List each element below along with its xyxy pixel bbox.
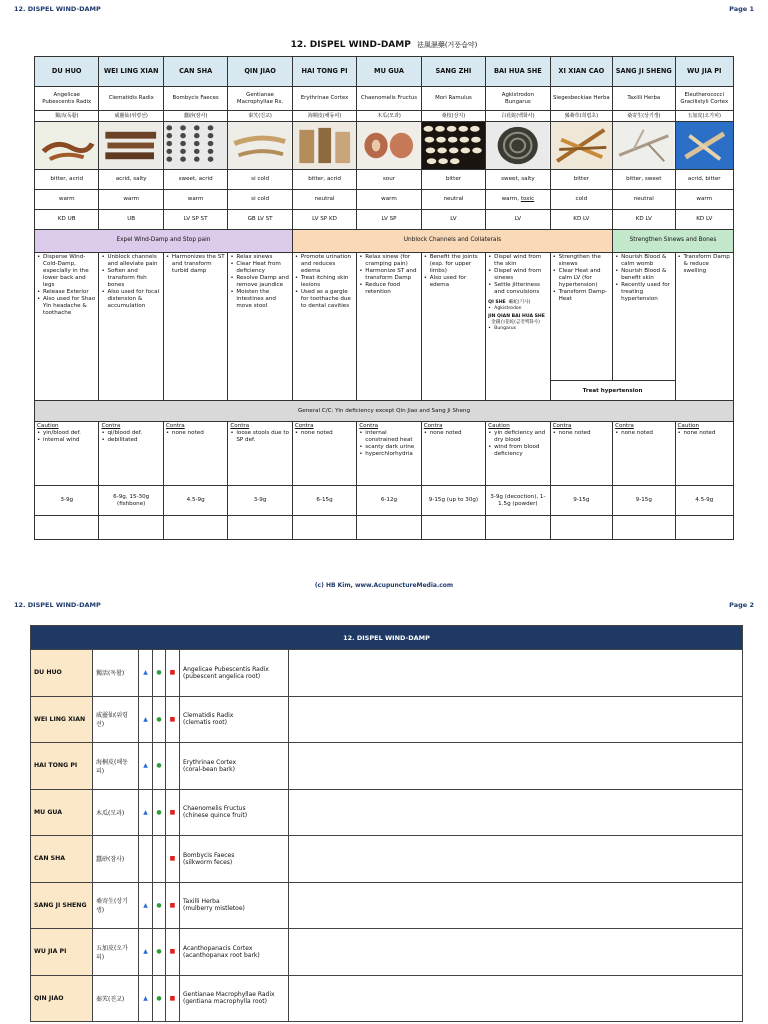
page2-header (0, 596, 768, 614)
common-name: (silkworm feces) (183, 858, 233, 866)
herb-latin: Clematidis Radix (99, 87, 163, 111)
circle-marker: ● (153, 975, 166, 1022)
caution-label: Contra (165, 423, 185, 429)
common-name: (acanthopanax root bark) (183, 951, 260, 959)
herb-korean: 白花蛇(백화사) (486, 111, 550, 122)
index-herb-korean: 五加皮(오가피) (93, 929, 139, 976)
notes-cell (289, 650, 743, 697)
common-name: (gentiana macrophylla root) (183, 998, 268, 1006)
herb-name: BAI HUA SHE (486, 57, 550, 87)
empty-cell (613, 516, 675, 540)
herb-caution (675, 422, 734, 486)
action-item: • Resolve Damp and remove jaundice (230, 275, 289, 289)
index-herb-name: SANG JI SHENG (31, 882, 93, 929)
herb-channels: KD LV (550, 210, 612, 230)
index-herb-latin (180, 929, 289, 976)
empty-cell (486, 516, 550, 540)
herb-dosage: 6-12g (357, 486, 421, 516)
herb-latin: Mori Ramulus (421, 87, 485, 111)
triangle-marker: ▲ (139, 929, 153, 976)
title-text: 12. DISPEL WIND-DAMP (290, 40, 411, 50)
latin-row (35, 87, 734, 111)
herb-korean: 威靈仙(위령선) (99, 111, 163, 122)
treat-hypertension-label: Treat hypertension (551, 380, 675, 400)
caution-item: • none noted (424, 430, 483, 437)
index-herb-latin (180, 650, 289, 697)
caution-item: • internal constrained heat (359, 430, 418, 444)
herb-latin: Siegesbeckiae Herba (550, 87, 612, 111)
herb-name: CAN SHA (163, 57, 227, 87)
herb-dosage: 6-9g, 15-30g (fishbone) (99, 486, 163, 516)
action-item: • Transform Damp & reduce swelling (678, 254, 732, 275)
herb-temperature: neutral (292, 190, 356, 210)
triangle-marker: ▲ (139, 882, 153, 929)
herb-caution (292, 422, 356, 486)
caution-item: • internal wind (37, 437, 96, 444)
caution-item: • qi/blood def. (101, 430, 160, 437)
caution-item: • none noted (615, 430, 672, 437)
herb-actions (486, 253, 550, 401)
herb-photo (613, 122, 675, 170)
herb-dosage: 9-15g (613, 486, 675, 516)
action-item: • Harmonize ST and transform Damp (359, 268, 418, 282)
caution-item: • wind from blood deficiency (488, 444, 547, 458)
index-herb-korean: 秦艽(진교) (93, 975, 139, 1022)
empty-cell (99, 516, 163, 540)
index-herb-name: WEI LING XIAN (31, 696, 93, 743)
herb-name: DU HUO (35, 57, 99, 87)
herb-korean: 秦艽(진교) (228, 111, 292, 122)
herb-latin: Gentianae Macrophyllae Rx. (228, 87, 292, 111)
index-herb-latin (180, 882, 289, 929)
herb-temperature: warm (675, 190, 734, 210)
caution-item: • scanty dark urine (359, 444, 418, 451)
herb-name: SANG JI SHENG (613, 57, 675, 87)
index-row (31, 789, 743, 836)
action-item: • Nourish Blood & benefit skin (615, 268, 672, 282)
herb-channels: LV SP KD (292, 210, 356, 230)
herb-actions (550, 253, 643, 401)
herb-caution (35, 422, 99, 486)
page1-number: Page 1 (729, 5, 754, 13)
circle-marker (153, 836, 166, 883)
kor-row (35, 111, 734, 122)
latin-name: Taxilli Herba (183, 898, 220, 906)
herb-caution (486, 422, 550, 486)
index-herb-korean: 威靈仙(위령선) (93, 696, 139, 743)
action-item: • Harmonizes the ST and transform turbid damp (166, 254, 225, 275)
herb-taste: si cold (228, 170, 292, 190)
herb-latin: Eleutherococci Gracilistyli Cortex (675, 87, 734, 111)
herb-actions (163, 253, 227, 401)
herb-taste: bitter, sweet (613, 170, 675, 190)
herb-channels: GB LV ST (228, 210, 292, 230)
herb-latin: Bombycis Faeces (163, 87, 227, 111)
caution-item: • yin/blood def. (37, 430, 96, 437)
herb-actions (357, 253, 421, 401)
circle-marker: ● (153, 696, 166, 743)
triangle-marker: ▲ (139, 789, 153, 836)
latin-name: Gentianae Macrophyllae Radix (183, 991, 275, 999)
caution-label: Contra (101, 423, 121, 429)
caution-label: Contra (552, 423, 572, 429)
herb-name: WU JIA PI (675, 57, 734, 87)
herb-latin: Angelicae Pubescentis Radix (35, 87, 99, 111)
herb-channels: KD LV (675, 210, 734, 230)
herb-latin: Chaenomelis Fructus (357, 87, 421, 111)
caution-item: • none noted (166, 430, 225, 437)
caution-item: • debilitated (101, 437, 160, 444)
desc-row (35, 253, 734, 401)
herb-taste: sour (357, 170, 421, 190)
herb-actions (292, 253, 356, 401)
jin-qian-item: • Bungarus (488, 326, 547, 332)
herb-temperature: neutral (421, 190, 485, 210)
triangle-marker: ▲ (139, 743, 153, 790)
action-item: • Treat itching skin lesions (295, 275, 354, 289)
action-item: • Transform Damp-Heat (553, 289, 610, 303)
action-item: • Relax sinews (230, 254, 289, 261)
caution-item: • none noted (553, 430, 610, 437)
herb-dosage: 6-15g (292, 486, 356, 516)
herb-name: MU GUA (357, 57, 421, 87)
herb-index-table (30, 625, 743, 1022)
common-name: (chinese quince fruit) (183, 812, 248, 820)
gen-row (35, 401, 734, 422)
latin-name: Bombycis Faeces (183, 851, 235, 859)
index-herb-name: DU HUO (31, 650, 93, 697)
caution-item: • hyperchlorhydria (359, 451, 418, 458)
dose-row (35, 486, 734, 516)
index-herb-latin (180, 743, 289, 790)
latin-name: Acanthopanacis Cortex (183, 944, 253, 952)
herb-korean: 桑枝(상지) (421, 111, 485, 122)
latin-name: Clematidis Radix (183, 712, 234, 720)
circle-marker: ● (153, 882, 166, 929)
empty-cell (292, 516, 356, 540)
caution-label: Contra (615, 423, 634, 429)
triangle-marker (139, 836, 153, 883)
empty-cell (228, 516, 292, 540)
circle-marker: ● (153, 929, 166, 976)
herb-taste: sweet, salty (486, 170, 550, 190)
herb-dosage: 3-9g (35, 486, 99, 516)
herb-caution (357, 422, 421, 486)
herb-temperature: warm (357, 190, 421, 210)
index-herb-korean: 蠶砂(잠사) (93, 836, 139, 883)
caution-item: • yin deficiency and dry blood (488, 430, 547, 444)
empty-cell (35, 516, 99, 540)
c-row (35, 190, 734, 210)
square-marker: ■ (166, 789, 180, 836)
herb-photo (675, 122, 734, 170)
action-item: • Unblock channels and alleviate pain (101, 254, 160, 268)
herb-taste: bitter, acrid (292, 170, 356, 190)
herb-caution (228, 422, 292, 486)
herb-actions (675, 253, 734, 401)
caut-row (35, 422, 734, 486)
herb-temperature: warm, toxic (486, 190, 550, 210)
caution-item: • none noted (678, 430, 732, 437)
herb-row (35, 57, 734, 87)
action-item: • Relax sinew (for cramping pain) (359, 254, 418, 268)
caution-label: Caution (488, 423, 510, 429)
empty-cell (163, 516, 227, 540)
index-herb-name: WU JIA PI (31, 929, 93, 976)
herb-caution (421, 422, 485, 486)
index-herb-korean: 木瓜(모과) (93, 789, 139, 836)
herb-dosage: 9-15g (up to 30g) (421, 486, 485, 516)
latin-name: Erythrinae Cortex (183, 758, 236, 766)
notes-cell (289, 975, 743, 1022)
jin-qian-title: JIN QIAN BAI HUA SHE (488, 314, 545, 320)
empty-cell (675, 516, 734, 540)
function-group-header: Strengthen Sinews and Bones (613, 230, 734, 253)
index-herb-name: HAI TONG PI (31, 743, 93, 790)
index-row (31, 696, 743, 743)
index-herb-korean: 桑寄生(상기생) (93, 882, 139, 929)
herb-korean: 蠶砂(잠사) (163, 111, 227, 122)
empty-row (35, 516, 734, 540)
index-herb-korean: 獨活(독활) (93, 650, 139, 697)
herb-photo (550, 122, 612, 170)
caution-label: Contra (423, 423, 443, 429)
herb-channels: LV SP (357, 210, 421, 230)
action-item: • Moisten the intestines and move stool (230, 289, 289, 310)
action-item: • Clear Heat from deficiency (230, 261, 289, 275)
common-name: (pubescent angelica root) (183, 672, 261, 680)
c-row (35, 210, 734, 230)
function-group-header: Unblock Channels and Collaterals (292, 230, 612, 253)
jin-qian-korean: 金錢白花蛇(금전백화사) (491, 320, 540, 326)
notes-cell (289, 929, 743, 976)
notes-cell (289, 743, 743, 790)
herb-photo (486, 122, 550, 170)
caution-item: • none noted (295, 430, 354, 437)
action-item: • Nourish Blood & calm womb (615, 254, 672, 268)
herb-latin: Agkistrodon Bungarus (486, 87, 550, 111)
title-korean: 祛風濕藥(거풍습약) (416, 41, 478, 49)
herb-channels: KD UB (35, 210, 99, 230)
page2-number: Page 2 (729, 601, 754, 609)
herb-taste: acrid, salty (99, 170, 163, 190)
herb-name: HAI TONG PI (292, 57, 356, 87)
index-row (31, 882, 743, 929)
index-herb-name: CAN SHA (31, 836, 93, 883)
empty-cell (550, 516, 612, 540)
herb-dosage: 4.5-9g (675, 486, 734, 516)
action-item: • Also used for Shao Yin headache & toothache (37, 296, 96, 317)
herb-taste: sweet, acrid (163, 170, 227, 190)
page2-section: 12. DISPEL WIND-DAMP (14, 601, 101, 609)
index-herb-korean: 海桐皮(해동피) (93, 743, 139, 790)
herb-actions (613, 253, 675, 401)
herb-dosage: 3-9g (decoction), 1-1.5g (powder) (486, 486, 550, 516)
herb-korean: 木瓜(모과) (357, 111, 421, 122)
index-table-title: 12. DISPEL WIND-DAMP (31, 626, 743, 650)
circle-marker: ● (153, 789, 166, 836)
herb-korean: 獨活(독활) (35, 111, 99, 122)
action-item: • Dispel wind from sinews (488, 268, 547, 282)
square-marker: ■ (166, 836, 180, 883)
herb-temperature: neutral (613, 190, 675, 210)
action-item: • Benefit the joints (esp. for upper limbs) (424, 254, 483, 275)
herb-temperature: si cold (228, 190, 292, 210)
caution-item: • loose stools due to SP def. (230, 430, 289, 444)
herb-channels: UB (99, 210, 163, 230)
index-herb-name: MU GUA (31, 789, 93, 836)
herb-channels: LV (486, 210, 550, 230)
herb-taste: bitter, acrid (35, 170, 99, 190)
img-row (35, 122, 734, 170)
index-row (31, 929, 743, 976)
common-name: (mulberry mistletoe) (183, 905, 245, 913)
latin-name: Chaenomelis Fructus (183, 805, 246, 813)
action-item: • Used as a gargle for toothache due to dental cavities (295, 289, 354, 310)
index-row (31, 743, 743, 790)
qi-she-korean: 蘄蛇(기사) (508, 299, 531, 305)
caution-label: Contra (230, 423, 250, 429)
action-item: • Disperse Wind-Cold-Damp, especially in the lower back and legs (37, 254, 96, 289)
page-title (0, 40, 768, 50)
herb-temperature: cold (550, 190, 612, 210)
herb-photo (421, 122, 485, 170)
herb-caution (550, 422, 612, 486)
action-item: • Clear Heat and calm LV (for hypertension) (553, 268, 610, 289)
herb-taste: bitter (421, 170, 485, 190)
action-item: • Recently used for treating hypertension (615, 282, 672, 303)
herb-actions (35, 253, 99, 401)
index-herb-latin (180, 975, 289, 1022)
herb-taste: bitter (550, 170, 612, 190)
square-marker: ■ (166, 650, 180, 697)
circle-marker: ● (153, 743, 166, 790)
herb-korean: 桑寄生(상기생) (613, 111, 675, 122)
common-name: (clematis root) (183, 719, 227, 727)
caution-label: Caution (37, 423, 59, 429)
square-marker: ■ (166, 975, 180, 1022)
herb-photo (357, 122, 421, 170)
square-marker: ■ (166, 929, 180, 976)
herb-caution (163, 422, 227, 486)
notes-cell (289, 696, 743, 743)
empty-cell (421, 516, 485, 540)
qi-she-title: QI SHE (488, 299, 506, 305)
index-herb-latin (180, 836, 289, 883)
herb-comparison-table (34, 56, 734, 540)
herb-actions (228, 253, 292, 401)
index-row (31, 836, 743, 883)
latin-name: Angelicae Pubescentis Radix (183, 665, 269, 673)
herb-name: SANG ZHI (421, 57, 485, 87)
herb-caution (613, 422, 675, 486)
herb-photo (99, 122, 163, 170)
index-row (31, 975, 743, 1022)
herb-dosage: 3-9g (228, 486, 292, 516)
index-herb-latin (180, 696, 289, 743)
herb-actions (99, 253, 163, 401)
copyright-footer: (c) HB Kim, www.AcupunctureMedia.com (314, 582, 454, 589)
circle-marker: ● (153, 650, 166, 697)
herb-temperature: warm (99, 190, 163, 210)
herb-dosage: 4.5-9g (163, 486, 227, 516)
square-marker (166, 743, 180, 790)
notes-cell (289, 789, 743, 836)
page1-header (0, 0, 768, 18)
herb-channels: KD LV (613, 210, 675, 230)
herb-taste: acrid, bitter (675, 170, 734, 190)
bai-hua-she-sources (488, 300, 547, 332)
herb-photo (292, 122, 356, 170)
herb-actions (421, 253, 485, 401)
action-item: • Reduce food retention (359, 282, 418, 296)
herb-korean: 海桐皮(해동피) (292, 111, 356, 122)
herb-temperature: warm (35, 190, 99, 210)
toxic-flag: toxic (520, 196, 535, 202)
action-item: • Strengthen the sinews (553, 254, 610, 268)
function-group-header: Expel Wind-Damp and Stop pain (35, 230, 293, 253)
herb-photo (163, 122, 227, 170)
triangle-marker: ▲ (139, 975, 153, 1022)
func-row (35, 230, 734, 253)
herb-temperature: warm (163, 190, 227, 210)
caution-label: Contra (294, 423, 314, 429)
triangle-marker: ▲ (139, 696, 153, 743)
notes-cell (289, 882, 743, 929)
herb-name: WEI LING XIAN (99, 57, 163, 87)
caution-label: Caution (677, 423, 700, 429)
herb-channels: LV (421, 210, 485, 230)
square-marker: ■ (166, 882, 180, 929)
action-item: • Settle jitteriness and convulsions (488, 282, 547, 296)
herb-caution (99, 422, 163, 486)
action-item: • Also used for focal distension & accumulation (101, 289, 160, 310)
square-marker: ■ (166, 696, 180, 743)
action-item: • Release Exterior (37, 289, 96, 296)
index-herb-latin (180, 789, 289, 836)
qi-she-item: • Agkistrodon (488, 306, 547, 312)
caution-label: Contra (359, 423, 379, 429)
triangle-marker: ▲ (139, 650, 153, 697)
notes-cell (289, 836, 743, 883)
page1-section: 12. DISPEL WIND-DAMP (14, 5, 101, 13)
action-item: • Dispel wind from the skin (488, 254, 547, 268)
index-herb-name: QIN JIAO (31, 975, 93, 1022)
action-item: • Promote urination and reduces edema (295, 254, 354, 275)
herb-latin: Taxilli Herba (613, 87, 675, 111)
herb-photo (228, 122, 292, 170)
herb-name: XI XIAN CAO (550, 57, 612, 87)
herb-name: QIN JIAO (228, 57, 292, 87)
herb-dosage: 9-15g (550, 486, 612, 516)
index-row (31, 650, 743, 697)
c-row (35, 170, 734, 190)
action-item: • Soften and transform fish bones (101, 268, 160, 289)
herb-latin: Erythrinae Cortex (292, 87, 356, 111)
herb-channels: LV SP ST (163, 210, 227, 230)
herb-korean: 豨薟草(희렴초) (550, 111, 612, 122)
common-name: (coral-bean bark) (183, 765, 235, 773)
herb-korean: 五加皮(오가피) (675, 111, 734, 122)
herb-photo (35, 122, 99, 170)
action-item: • Also used for edema (424, 275, 483, 289)
general-contraindication: General C/C: Yin deficiency except Qin Jiao and Sang Ji Sheng (35, 401, 734, 422)
empty-cell (357, 516, 421, 540)
